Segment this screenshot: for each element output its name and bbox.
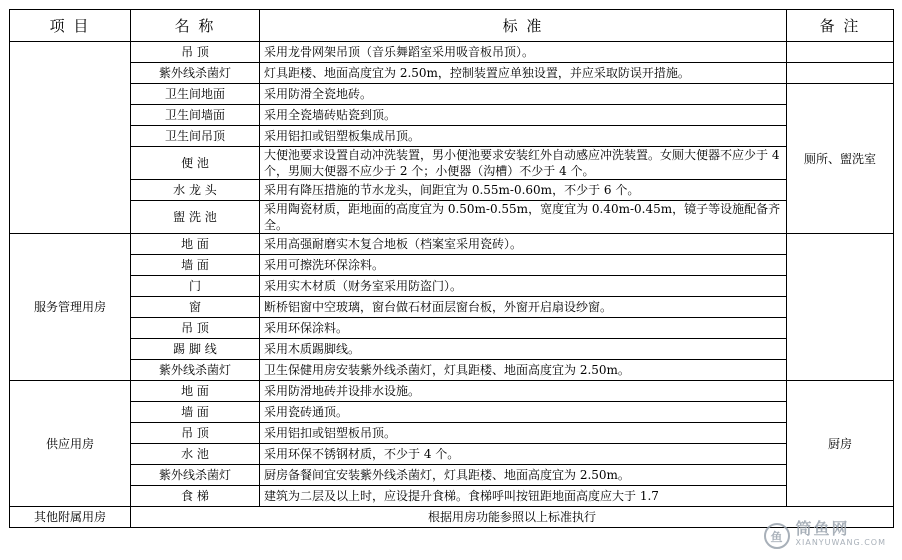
category-cell-other: 其他附属用房 [10, 507, 131, 528]
standard-cell: 采用陶瓷材质，距地面的高度宜为 0.50m-0.55m，宽度宜为 0.40m-0.45m，镜子等设施配备齐全。 [260, 201, 787, 234]
name-cell: 紫外线杀菌灯 [131, 465, 260, 486]
standard-cell: 厨房备餐间宜安装紫外线杀菌灯，灯具距楼、地面高度宜为 2.50m。 [260, 465, 787, 486]
table-row [10, 180, 894, 201]
standard-cell: 采用防滑全瓷地砖。 [260, 84, 787, 105]
category-cell-supply: 供应用房 [10, 381, 131, 507]
table-row [10, 126, 894, 147]
table-row [10, 63, 894, 84]
table-row [10, 105, 894, 126]
name-cell: 紫外线杀菌灯 [131, 360, 260, 381]
name-cell: 吊 顶 [131, 318, 260, 339]
table-row [10, 276, 894, 297]
standard-cell: 卫生保健用房安装紫外线杀菌灯，灯具距楼、地面高度宜为 2.50m。 [260, 360, 787, 381]
name-cell: 吊 顶 [131, 42, 260, 63]
table-row [10, 234, 894, 255]
name-cell: 墙 面 [131, 402, 260, 423]
standard-cell: 采用有降压措施的节水龙头，间距宜为 0.55m-0.60m，不少于 6 个。 [260, 180, 787, 201]
name-cell: 水 池 [131, 444, 260, 465]
standard-cell: 采用铝扣或铝塑板吊顶。 [260, 423, 787, 444]
table-row [10, 402, 894, 423]
table-row [10, 255, 894, 276]
fish-logo-icon: 鱼 [764, 523, 790, 549]
category-cell-toilet [10, 42, 131, 234]
watermark-sub: XIANYUWANG.COM [795, 538, 886, 547]
note-cell-service [787, 234, 894, 381]
standard-cell: 采用高强耐磨实木复合地板（档案室采用瓷砖）。 [260, 234, 787, 255]
name-cell: 窗 [131, 297, 260, 318]
table-row [10, 339, 894, 360]
name-cell: 紫外线杀菌灯 [131, 63, 260, 84]
standard-cell: 采用环保不锈钢材质，不少于 4 个。 [260, 444, 787, 465]
name-cell: 吊 顶 [131, 423, 260, 444]
table-row [10, 147, 894, 180]
site-watermark [764, 519, 887, 550]
standard-cell: 采用木质踢脚线。 [260, 339, 787, 360]
table-row [10, 507, 894, 528]
category-cell-service: 服务管理用房 [10, 234, 131, 381]
standard-cell: 采用实木材质（财务室采用防盗门）。 [260, 276, 787, 297]
name-cell: 地 面 [131, 381, 260, 402]
header-item: 项 目 [10, 10, 131, 42]
standard-cell: 断桥铝窗中空玻璃，窗台做石材面层窗台板，外窗开启扇设纱窗。 [260, 297, 787, 318]
standard-cell: 采用全瓷墙砖贴瓷到顶。 [260, 105, 787, 126]
standard-cell: 采用龙骨网架吊顶（音乐舞蹈室采用吸音板吊顶）。 [260, 42, 787, 63]
table-row [10, 201, 894, 234]
name-cell: 卫生间吊顶 [131, 126, 260, 147]
table-row [10, 297, 894, 318]
name-cell: 门 [131, 276, 260, 297]
name-cell: 卫生间地面 [131, 84, 260, 105]
standard-cell: 大便池要求设置自动冲洗装置，男小便池要求安装红外自动感应冲洗装置。女厕大便器不应少于 4 个，男厕大便器不应少于 2 个；小便器（沟槽）不少于 4 个。 [260, 147, 787, 180]
watermark-text [795, 519, 887, 550]
note-cell-blank [787, 42, 894, 63]
name-cell: 盥 洗 池 [131, 201, 260, 234]
table-row [10, 444, 894, 465]
table-row [10, 423, 894, 444]
standard-cell: 采用环保涂料。 [260, 318, 787, 339]
name-cell: 食 梯 [131, 486, 260, 507]
note-cell-toilet: 厕所、盥洗室 [787, 84, 894, 234]
header-row [10, 10, 894, 42]
standard-cell: 采用瓷砖通顶。 [260, 402, 787, 423]
note-cell-supply: 厨房 [787, 381, 894, 507]
watermark-main: 筒鱼网 [795, 519, 850, 538]
standard-cell-other: 根据用房功能参照以上标准执行 [131, 507, 894, 528]
name-cell: 地 面 [131, 234, 260, 255]
name-cell: 卫生间墙面 [131, 105, 260, 126]
standard-cell: 采用可擦洗环保涂料。 [260, 255, 787, 276]
table-row [10, 465, 894, 486]
table-row [10, 84, 894, 105]
header-standard: 标 准 [260, 10, 787, 42]
note-cell-blank [787, 63, 894, 84]
standard-cell: 采用防滑地砖并设排水设施。 [260, 381, 787, 402]
name-cell: 墙 面 [131, 255, 260, 276]
header-note: 备 注 [787, 10, 894, 42]
table-row [10, 42, 894, 63]
table-row [10, 318, 894, 339]
standards-table [9, 9, 894, 528]
standard-cell: 采用铝扣或铝塑板集成吊顶。 [260, 126, 787, 147]
standard-cell: 灯具距楼、地面高度宜为 2.50m，控制装置应单独设置，并应采取防误开措施。 [260, 63, 787, 84]
name-cell: 便 池 [131, 147, 260, 180]
header-name: 名 称 [131, 10, 260, 42]
table-row [10, 486, 894, 507]
table-row [10, 360, 894, 381]
standard-cell: 建筑为二层及以上时，应设提升食梯。食梯呼叫按钮距地面高度应大于 1.7 [260, 486, 787, 507]
name-cell: 水 龙 头 [131, 180, 260, 201]
table-row [10, 381, 894, 402]
name-cell: 踢 脚 线 [131, 339, 260, 360]
